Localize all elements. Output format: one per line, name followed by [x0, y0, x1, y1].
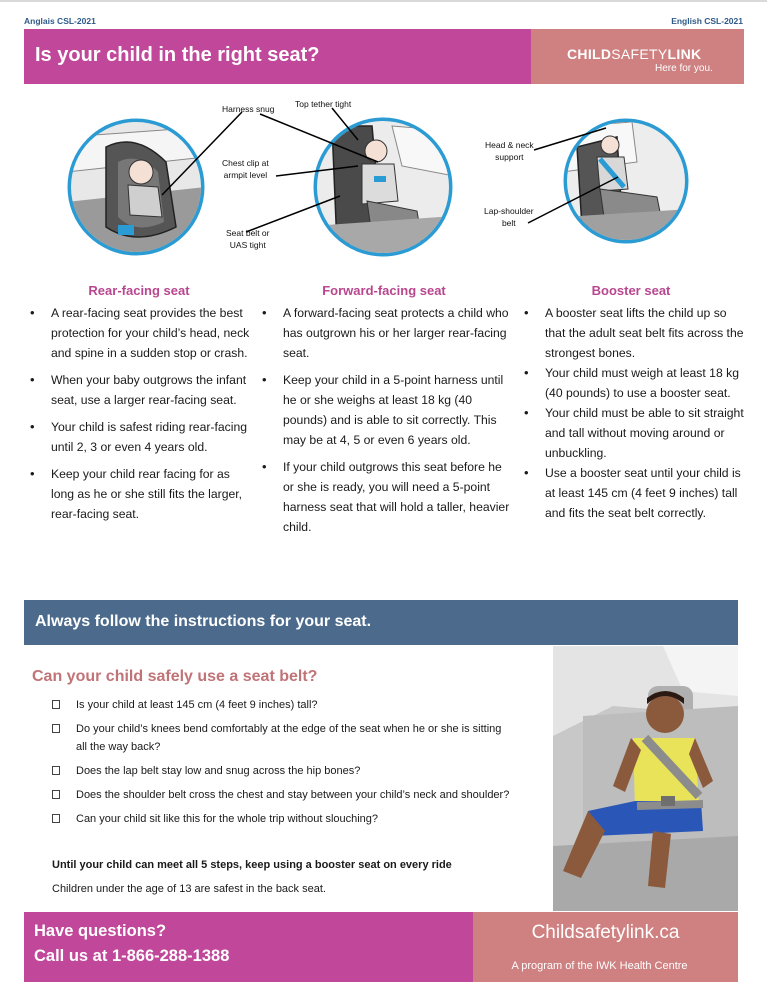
callout-top-tether: Top tether tight [295, 99, 352, 109]
seat-belt-question-title: Can your child safely use a seat belt? [32, 668, 318, 685]
list-item: • When your baby outgrows the infant seat, use a larger rear-facing seat. [24, 370, 254, 410]
list-item: • Keep your child rear facing for as long as he or she still fits the larger, rear-facing seat. [24, 464, 254, 524]
instructions-banner-text: Always follow the instructions for your seat. [35, 613, 372, 630]
list-item: • If your child outgrows this seat before he or she is ready, you will need a 5-point harness seat that will hold a taller, heavier child. [256, 457, 512, 537]
checklist-item: Does the lap belt stay low and snug across the hip bones? [52, 762, 512, 780]
logo-tagline: Here for you. [655, 63, 713, 74]
back-seat-note: Children under the age of 13 are safest in the back seat. [52, 883, 326, 895]
checkbox-icon [52, 814, 60, 823]
booster-column [518, 283, 744, 523]
seat-belt-checklist [52, 696, 512, 834]
questions-heading: Have questions? [34, 922, 167, 940]
checklist-item: Can your child sit like this for the whole trip without slouching? [52, 810, 512, 828]
website-footer [473, 912, 738, 982]
child-seat-belt-photo [553, 646, 738, 911]
checklist-item: Do your child’s knees bend comfortably at the edge of the seat when he or she is sitting all the way back? [52, 720, 512, 756]
checklist-item: Is your child at least 145 cm (4 feet 9 inches) tall? [52, 696, 512, 714]
instructions-banner [24, 600, 738, 645]
contact-footer [24, 912, 473, 982]
list-item: • Your child must be able to sit straight and tall without moving around or unbuckling. [518, 403, 744, 463]
callout-lap-shoulder: Lap-shoulder belt [484, 206, 534, 229]
forward-facing-heading: Forward-facing seat [322, 283, 446, 298]
booster-heading: Booster seat [591, 283, 671, 298]
list-item: • Your child must weigh at least 18 kg (40 pounds) to use a booster seat. [518, 363, 744, 403]
list-item: • Your child is safest riding rear-facing until 2, 3 or even 4 years old. [24, 417, 254, 457]
callout-head-neck: Head & neck support [485, 140, 534, 163]
checkbox-icon [52, 766, 60, 775]
callout-harness-snug: Harness snug [222, 104, 275, 114]
callout-seat-belt-uas: Seat belt or UAS tight [226, 228, 270, 251]
booster-reminder: Until your child can meet all 5 steps, keep using a booster seat on every ride [52, 859, 452, 871]
list-item: • A forward-facing seat protects a child who has outgrown his or her larger rear-facing seat. [256, 303, 512, 363]
checkbox-icon [52, 724, 60, 733]
program-credit: A program of the IWK Health Centre [511, 960, 688, 972]
phone-number: Call us at 1-866-288-1388 [34, 947, 230, 965]
checkbox-icon [52, 790, 60, 799]
logo-wordmark: CHILDSAFETYLINK [567, 46, 702, 62]
rear-facing-column [24, 283, 254, 531]
list-item: • Use a booster seat until your child is at least 145 cm (4 feet 9 inches) tall and fits the seat belt correctly. [518, 463, 744, 523]
checklist-item: Does the shoulder belt cross the chest and stay between your child’s neck and shoulder? [52, 786, 512, 804]
rear-facing-heading: Rear-facing seat [88, 283, 190, 298]
checkbox-icon [52, 700, 60, 709]
list-item: • A booster seat lifts the child up so that the adult seat belt fits across the strongest bones. [518, 303, 744, 363]
callout-chest-clip: Chest clip at armpit level [222, 158, 269, 181]
list-item: • A rear-facing seat provides the best protection for your child’s head, neck and spine in a sudden stop or crash. [24, 303, 254, 363]
document-code-right: English CSL-2021 [671, 16, 743, 26]
page-title: Is your child in the right seat? [35, 44, 320, 66]
document-code-left: Anglais CSL-2021 [24, 16, 96, 26]
website-link[interactable]: Childsafetylink.ca [531, 922, 680, 943]
list-item: • Keep your child in a 5-point harness until he or she weighs at least 18 kg (40 pounds) and is able to sit correctly. This may be at 4, 5 or even 6 years old. [256, 370, 512, 450]
forward-facing-column [256, 283, 512, 544]
callout-pointer-lines [0, 0, 767, 260]
